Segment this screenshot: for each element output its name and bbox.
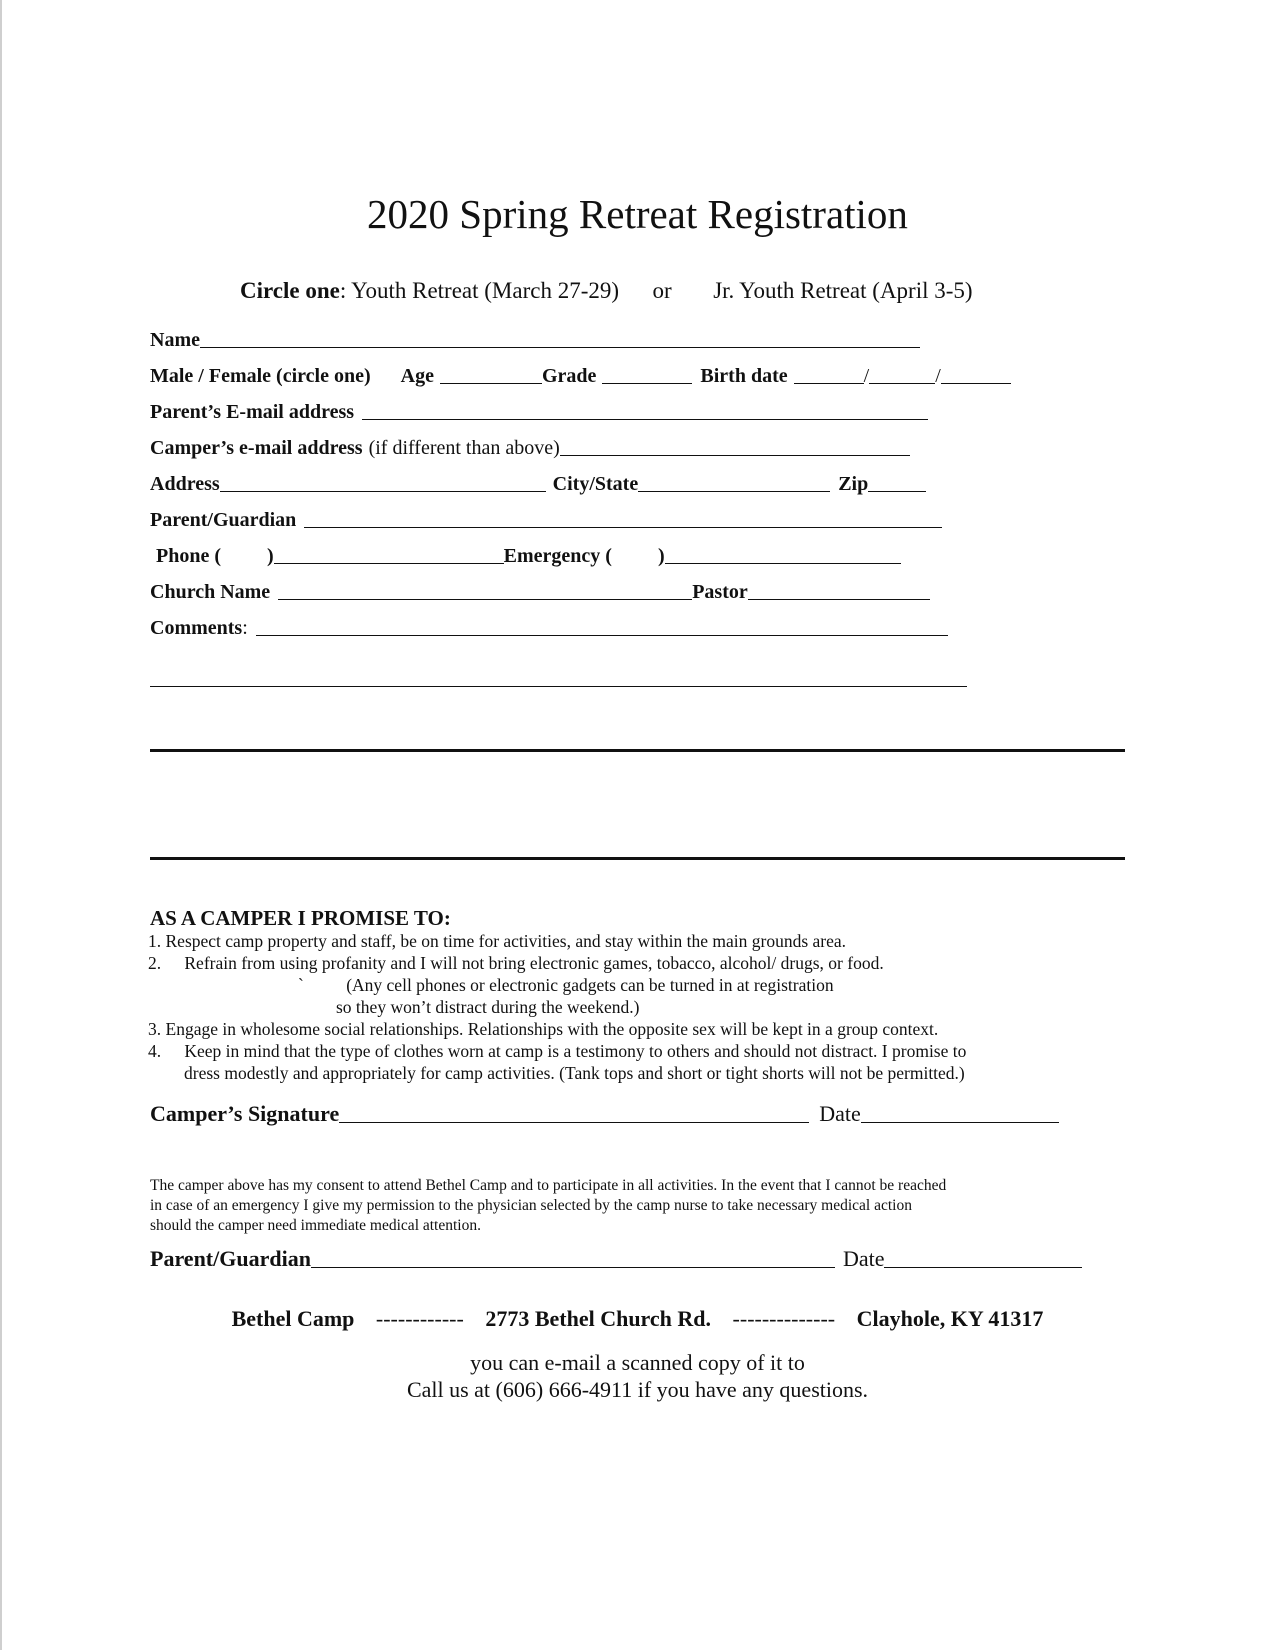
promise-item-4: 4. Keep in mind that the type of clothes worn at camp is a testimony to others and should not distract. I promise to bbox=[148, 1041, 967, 1061]
camper-date-label: Date bbox=[819, 1101, 861, 1126]
parent-signature-row bbox=[150, 1245, 1082, 1272]
comments-line-2[interactable] bbox=[150, 686, 967, 687]
birth-day-field[interactable] bbox=[869, 363, 935, 384]
email-instruction: you can e-mail a scanned copy of it to bbox=[470, 1350, 805, 1375]
divider-line-1 bbox=[150, 749, 1125, 752]
birth-date-label: Birth date bbox=[700, 365, 788, 387]
promise-item-2: 2. Refrain from using profanity and I will not bring electronic games, tobacco, alcohol/ drugs, or food. bbox=[148, 953, 884, 973]
camper-email-field[interactable] bbox=[560, 435, 910, 456]
grade-field[interactable] bbox=[602, 363, 692, 384]
camper-email-note: (if different than above) bbox=[368, 437, 560, 459]
zip-field[interactable] bbox=[868, 471, 926, 492]
address-label: Address bbox=[150, 473, 220, 495]
camper-signature-label: Camper’s Signature bbox=[150, 1101, 340, 1126]
name-row bbox=[150, 324, 920, 352]
camp-street: 2773 Bethel Church Rd. bbox=[485, 1306, 712, 1331]
name-label: Name bbox=[150, 329, 200, 351]
camper-date-field[interactable] bbox=[861, 1100, 1059, 1123]
birth-month-field[interactable] bbox=[794, 363, 864, 384]
comments-row: Comments : bbox=[150, 612, 948, 640]
age-label: Age bbox=[400, 365, 434, 387]
zip-label: Zip bbox=[838, 473, 869, 495]
promise-heading: AS A CAMPER I PROMISE TO: bbox=[150, 906, 451, 930]
camper-signature-row bbox=[150, 1100, 1059, 1127]
sex-label[interactable]: Male / Female (circle one) bbox=[150, 365, 371, 387]
parent-guardian-row bbox=[150, 504, 942, 532]
age-field[interactable] bbox=[440, 363, 542, 384]
camper-signature-field[interactable] bbox=[339, 1100, 809, 1123]
youth-retreat-option[interactable]: Youth Retreat (March 27-29) bbox=[351, 278, 620, 303]
emergency-area-code-field[interactable] bbox=[612, 544, 658, 564]
parent-guardian-label: Parent/Guardian bbox=[150, 509, 297, 531]
church-name-field[interactable] bbox=[278, 579, 692, 600]
promise-item-3: 3. Engage in wholesome social relationships. Relationships with the opposite sex will be kept in a group context. bbox=[148, 1019, 939, 1039]
circle-one-label: Circle one bbox=[240, 278, 340, 303]
camper-email-label: Camper’s e-mail address bbox=[150, 437, 363, 459]
pastor-field[interactable] bbox=[748, 579, 930, 600]
parent-email-field[interactable] bbox=[362, 399, 928, 420]
address-row bbox=[150, 468, 926, 496]
camp-city: Clayhole, KY 41317 bbox=[856, 1306, 1044, 1331]
camper-email-row bbox=[150, 432, 910, 460]
retreat-choice-row: Circle one: Youth Retreat (March 27-29) or Jr. Youth Retreat (April 3-5) bbox=[240, 278, 973, 303]
parent-guardian-field[interactable] bbox=[304, 507, 942, 528]
camp-name: Bethel Camp bbox=[231, 1306, 355, 1331]
parent-signature-field[interactable] bbox=[311, 1245, 835, 1268]
parent-date-label: Date bbox=[842, 1246, 885, 1271]
phone-number-field[interactable] bbox=[274, 543, 504, 564]
grade-label: Grade bbox=[541, 365, 597, 387]
birth-year-field[interactable] bbox=[941, 363, 1011, 384]
divider-line-2 bbox=[150, 857, 1125, 860]
phone-label: Phone ( bbox=[156, 545, 221, 567]
church-row bbox=[150, 576, 930, 604]
emergency-number-field[interactable] bbox=[665, 543, 901, 564]
phone-instruction: Call us at (606) 666-4911 if you have any questions. bbox=[406, 1377, 869, 1402]
pastor-label: Pastor bbox=[692, 581, 748, 603]
parent-signature-label: Parent/Guardian bbox=[150, 1246, 311, 1271]
promise-item-1: 1. Respect camp property and staff, be on time for activities, and stay within the main grounds area. bbox=[148, 931, 847, 951]
emergency-label: Emergency ( bbox=[503, 545, 612, 567]
demographics-row: Male / Female (circle one) Age Grade Birth date / / bbox=[150, 360, 1011, 388]
comments-label: Comments bbox=[150, 617, 243, 639]
city-state-field[interactable] bbox=[638, 471, 830, 492]
parent-email-label: Parent’s E-mail address bbox=[150, 401, 355, 423]
consent-text: The camper above has my consent to attend Bethel Camp and to participate in all activities. In the event that I cannot be reached in case of an emergency I give my permission to the physician selected by the camp nurse to take necessary medical action should the camper need immediate medical attention. bbox=[150, 1177, 947, 1234]
or-text: or bbox=[652, 278, 672, 303]
phone-area-code-field[interactable] bbox=[221, 544, 267, 564]
jr-youth-retreat-option[interactable]: Jr. Youth Retreat (April 3-5) bbox=[713, 278, 973, 303]
promise-item-2-note-line-1: ` (Any cell phones or electronic gadgets can be turned in at registration bbox=[298, 975, 834, 995]
city-state-label: City/State bbox=[552, 473, 639, 495]
parent-email-row bbox=[150, 396, 928, 424]
address-field[interactable] bbox=[220, 471, 546, 492]
promise-item-4-line-2: dress modestly and appropriately for camp activities. (Tank tops and short or tight shorts will not be permitted.) bbox=[184, 1063, 965, 1083]
parent-date-field[interactable] bbox=[884, 1245, 1082, 1268]
phone-row: Phone ( ) Emergency ( ) bbox=[156, 540, 901, 568]
promise-item-2-note-line-2: so they won’t distract during the weekend.) bbox=[336, 997, 640, 1017]
comments-field[interactable] bbox=[256, 615, 948, 636]
church-name-label: Church Name bbox=[150, 581, 271, 603]
page-title: 2020 Spring Retreat Registration bbox=[367, 191, 908, 237]
name-field[interactable] bbox=[200, 327, 920, 348]
camp-address: Bethel Camp ------------ 2773 Bethel Church Rd. -------------- Clayhole, KY 41317 bbox=[231, 1306, 1044, 1331]
